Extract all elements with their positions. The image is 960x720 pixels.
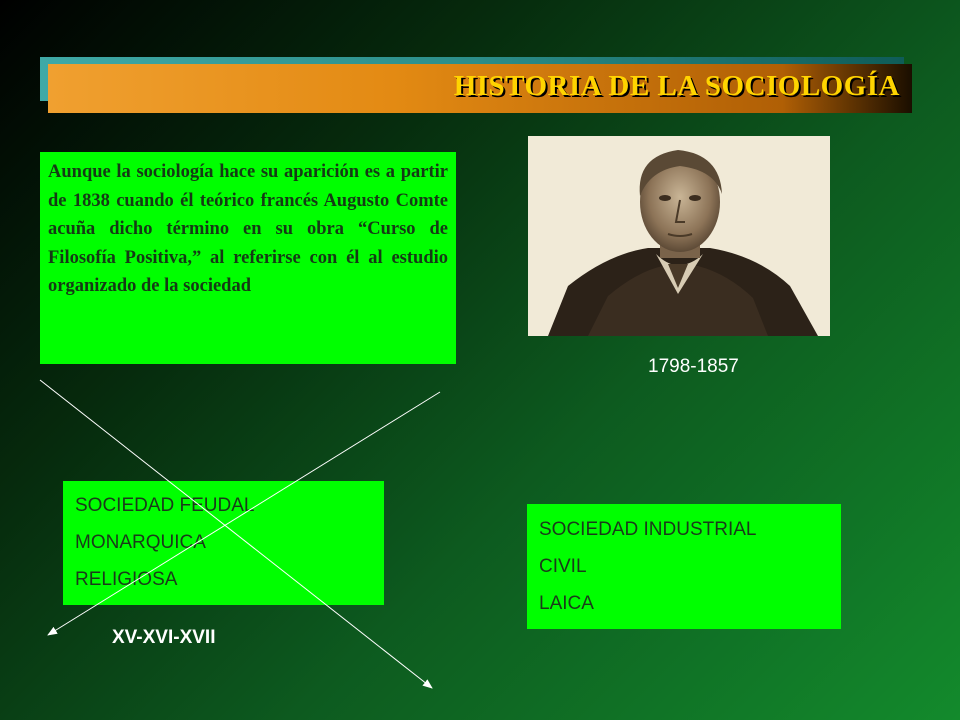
arrow-to-industrial — [40, 380, 432, 688]
feudal-line: SOCIEDAD FEUDAL — [75, 495, 255, 516]
centuries-label: XV-XVI-XVII — [112, 627, 216, 648]
feudal-line: MONARQUICA — [75, 532, 206, 553]
industrial-line: SOCIEDAD INDUSTRIAL — [539, 519, 757, 540]
lifespan-dates: 1798-1857 — [648, 356, 739, 377]
industrial-line: CIVIL — [539, 556, 587, 577]
industrial-line: LAICA — [539, 593, 594, 614]
page-title: HISTORIA DE LA SOCIOLOGÍA — [453, 70, 900, 102]
arrow-to-feudal — [48, 392, 440, 635]
intro-text: Aunque la sociología hace su aparición es a partir de 1838 cuando él teórico francés Augusto Comte acuña dicho término en su obra “Curso de Filosofía Positiva,” al referirse con él al estudio organizado de la sociedad — [48, 162, 448, 296]
feudal-line: RELIGIOSA — [75, 569, 178, 590]
